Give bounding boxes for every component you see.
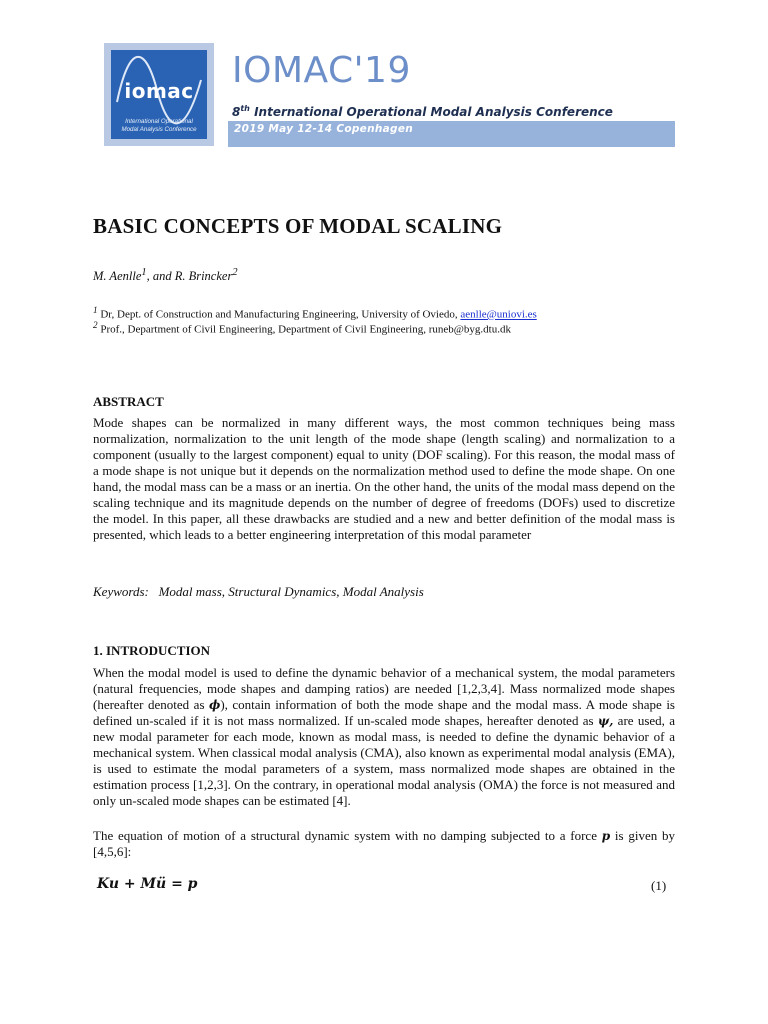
logo-panel: [111, 50, 207, 139]
introduction-paragraph-1: [93, 665, 675, 809]
paper-title: BASIC CONCEPTS OF MODAL SCALING: [93, 214, 503, 238]
logo-subtitle-line1: International Operational: [125, 118, 193, 125]
author-1-affiliation-mark: 1: [141, 267, 147, 278]
affiliation-1-mark: 1: [93, 305, 98, 315]
equation-1: Ku + Mü = p: [97, 876, 198, 892]
symbol-p: p: [601, 829, 611, 843]
abstract-text: Mode shapes can be normalized in many different ways, the most common techniques being mass normalization, normalization to the unit length of the mode shape (length scaling) and normalization to a component (usually to the largest component) equal to unity (DOF scaling). For this reason, the modal mass of a mode shape is not unique but it depends on the normalization method used to define the mode shape. On one hand, the modal mass can be a mass or an inertia. On the other hand, the units of the modal mass depend on the scaling technique and its magnitude depends on the number of degree of freedoms (DOFs) used to discretize the model. In this paper, all these drawbacks are studied and a new and better definition of the modal mass is presented, which leads to a better engineering interpretation of this modal parameter: [93, 415, 675, 542]
conference-ordinal: 8: [232, 105, 241, 119]
date-banner: [228, 121, 675, 147]
introduction-paragraph-2: [93, 828, 675, 860]
intro-text-2b: is given by [4,5,6]:: [93, 828, 675, 859]
affiliation-2-mark: 2: [93, 320, 98, 330]
intro-text-2a: The equation of motion of a structural dynamic system with no damping subjected to a force: [93, 828, 602, 843]
section-heading-introduction: 1. INTRODUCTION: [93, 643, 211, 658]
affiliation-2: [93, 320, 511, 336]
abstract-heading: ABSTRACT: [93, 394, 164, 409]
logo-subtitle-line2: Modal Analysis Conference: [121, 126, 197, 133]
author-line: [93, 267, 238, 284]
intro-text-1c: are used, a new modal parameter for each mode, known as modal mass, is needed to define the dynamic behavior of a mechanical system. When classical modal analysis (CMA), also known as experimental modal analysis (EMA), is used to estimate the modal parameters of a system, mass normalized mode shapes are obtained in the estimation process [1,2,3]. On the contrary, in operational modal analysis (OMA) the force is not measured and only un-scaled mode shapes can be estimated [4].: [93, 713, 675, 808]
conference-name-text: International Operational Modal Analysis Conference: [249, 105, 613, 119]
conference-ordinal-suffix: th: [240, 104, 250, 113]
email-link[interactable]: aenlle@uniovi.es: [460, 308, 537, 321]
affiliation-1-text: Dr, Dept. of Construction and Manufacturing Engineering, University of Oviedo,: [97, 308, 461, 321]
conference-logo: [104, 43, 214, 146]
equation-number: (1): [651, 878, 667, 893]
conference-name: [232, 104, 613, 119]
symbol-psi: ψ,: [597, 714, 614, 728]
date-location: 2019 May 12-14 Copenhagen: [234, 123, 414, 135]
affiliation-1: [93, 305, 537, 321]
symbol-phi: ϕ: [209, 698, 221, 712]
keywords: Keywords: Modal mass, Structural Dynamics, Modal Analysis: [93, 584, 424, 599]
conference-title: IOMAC'19: [232, 50, 411, 91]
author-joiner: , and R. Brincker: [146, 269, 233, 284]
intro-text-1a: When the modal model is used to define the dynamic behavior of a mechanical system, the modal parameters (natural frequencies, mode shapes and damping ratios) are needed [1,2,3,4]. Mass normalized mode shapes (hereafter denoted as: [93, 665, 675, 712]
logo-wordmark: iomac: [124, 79, 194, 103]
author-2-affiliation-mark: 2: [232, 267, 238, 278]
intro-text-1b: ), contain information of both the mode shape and the modal mass. A mode shape is defined un-scaled if it is not mass normalized. If un-scaled mode shapes, hereafter denoted as: [93, 697, 675, 728]
author-1: M. Aenlle: [93, 269, 142, 284]
affiliation-2-text: Prof., Department of Civil Engineering, Department of Civil Engineering, runeb@byg.dtu.dk: [97, 323, 511, 336]
abstract-body: [93, 415, 675, 543]
